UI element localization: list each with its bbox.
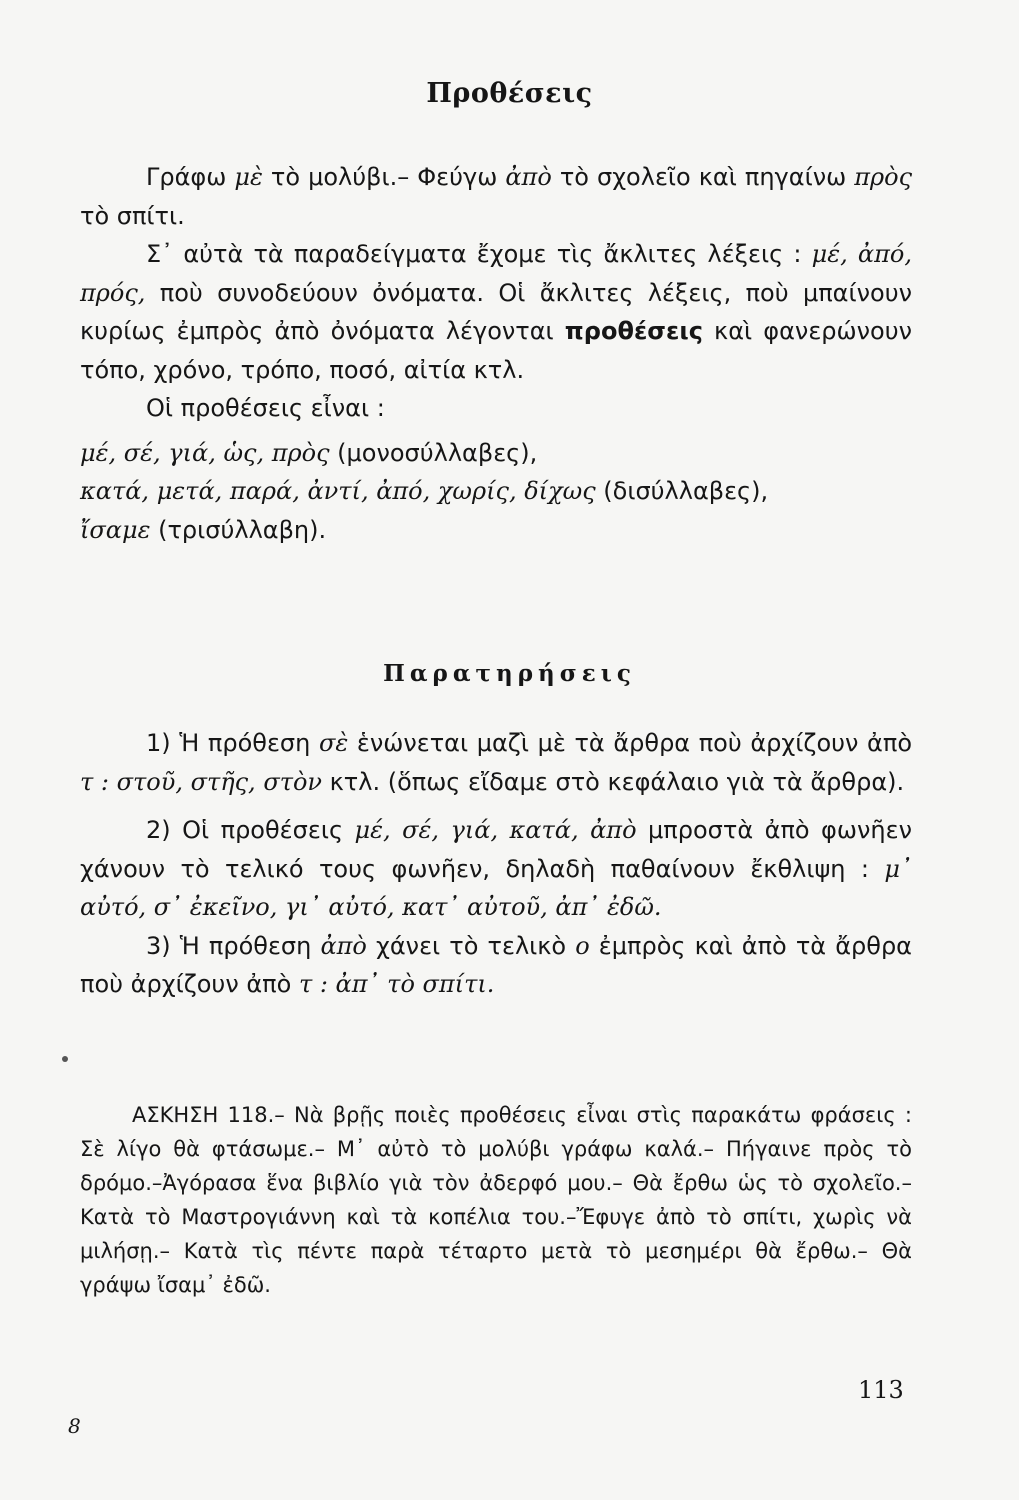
term-highlight: προθέσεις xyxy=(564,317,703,345)
text-run: κτλ. (ὅπως εἴδαμε στὸ κεφάλαιο γιὰ τὰ ἄρθρα). xyxy=(322,767,905,796)
text-run: καὶ φανερώνουν τόπο, χρόνο, τρόπο, ποσό, αἰτία κτλ. xyxy=(80,317,913,384)
text-run: ἐμπρὸς καὶ ἀπὸ τὰ ἄρθρα ποὺ ἀρχίζουν ἀπὸ xyxy=(80,931,913,998)
intro-paragraph-3: Οἱ προθέσεις εἶναι : xyxy=(146,394,385,422)
preposition-list: ἴσαμε xyxy=(80,515,151,544)
note-3 xyxy=(80,927,912,1004)
text-run: Γράφω xyxy=(146,163,235,191)
text-run: 2) Οἱ προθέσεις xyxy=(146,816,355,844)
list-trisyllabic xyxy=(80,511,912,550)
intro-paragraph-1 xyxy=(80,158,912,235)
preposition-example: μὲ xyxy=(234,163,263,191)
preposition-list: κατά, μετά, παρά, ἀντί, ἀπό, χωρίς, δίχως xyxy=(80,477,596,505)
list-disyllabic xyxy=(80,472,912,511)
text-run: χάνει τὸ τελικὸ xyxy=(366,931,576,960)
preposition-example: τ : ἀπ᾽ τὸ σπίτι. xyxy=(298,970,495,998)
preposition-example: ο xyxy=(575,931,590,960)
text-run: τὸ μολύβι.– Φεύγω xyxy=(262,163,506,191)
page-number: 113 xyxy=(858,1376,904,1404)
text-run: 3) Ἡ πρόθεση xyxy=(146,931,321,960)
preposition-example: μέ, σέ, γιά, κατά, ἀπὸ xyxy=(354,816,637,844)
text-run: ἑνώνεται μαζὶ μὲ τὰ ἄρθρα ποὺ ἀρχίζουν ἀπὸ xyxy=(348,729,912,757)
text-run: Σ᾽ αὐτὰ τὰ παραδείγματα ἔχομε τὶς ἄκλιτες λέξεις : xyxy=(146,240,812,268)
notes-section xyxy=(80,724,912,1004)
text-run: 1) Ἡ πρόθεση xyxy=(146,729,319,757)
note-2 xyxy=(80,811,912,927)
intro-section xyxy=(80,158,912,549)
preposition-list: μέ, σέ, γιά, ὡς, πρὸς xyxy=(80,438,330,467)
preposition-example: μέ, ἀπό, πρός, xyxy=(80,240,912,307)
signature-mark: 8 xyxy=(68,1414,81,1438)
preposition-example: πρὸς xyxy=(854,163,913,191)
text-run: (δισύλλαβες), xyxy=(595,477,769,505)
exercise-118: ΑΣΚΗΣΗ 118.– Νὰ βρῇς ποιὲς προθέσεις εἶναι στὶς παρακάτω φράσεις : Σὲ λίγο θὰ φτάσωμε.– Μ᾽ αὐτὸ τὸ μολύβι γράφω καλά.– Πήγαινε πρὸς τὸ δρόμο.–Ἀγόρασα ἕνα βιβλίο γιὰ τὸν ἀδερφό μου.– Θὰ ἔρθω ὡς τὸ σχολεῖο.– Κατὰ τὸ Μαστρογιάννη καὶ τὰ κοπέλια του.–Ἔφυγε ἀπὸ τὸ σπίτι, χωρὶς νὰ μιλήσῃ.– Κατὰ τὶς πέντε παρὰ τέταρτο μετὰ τὸ μεσημέρι θὰ ἔρθω.– Θὰ γράψω ἴσαμ᾽ ἐδῶ. xyxy=(80,1103,912,1297)
preposition-example: σὲ xyxy=(318,729,349,757)
section-subtitle: Παρατηρήσεις xyxy=(383,660,636,687)
text-run: ποὺ συνοδεύουν ὀνόματα. Οἱ ἄκλιτες λέξεις, ποὺ μπαίνουν κυρίως ἐμπρὸς ἀπὸ ὀνόματα λέγονται xyxy=(80,278,912,345)
list-monosyllabic xyxy=(80,434,912,473)
page-title: Προθέσεις xyxy=(426,78,593,109)
text-run: (τρισύλλαβη). xyxy=(150,515,327,544)
exercise-section xyxy=(80,1098,912,1302)
text-run: (μονοσύλλαβες), xyxy=(329,438,538,467)
preposition-example: τ : στοῦ, στῆς, στὸν xyxy=(80,767,323,796)
preposition-example: ἀπὸ xyxy=(505,163,552,191)
note-1 xyxy=(80,724,912,801)
preposition-example: ἀπὸ xyxy=(320,931,367,960)
text-run: τὸ σχολεῖο καὶ πηγαίνω xyxy=(551,163,855,191)
text-run: τὸ σπίτι. xyxy=(80,201,185,230)
text-run: μπροστὰ ἀπὸ φωνῆεν χάνουν τὸ τελικό τους φωνῆεν, δηλαδὴ παθαίνουν ἔκθλιψη : xyxy=(80,816,912,883)
intro-paragraph-2 xyxy=(80,235,912,389)
print-speck xyxy=(62,1056,68,1062)
preposition-example: μ᾽ αὐτό, σ᾽ ἐκεῖνο, γι᾽ αὐτό, κατ᾽ αὐτοῦ, ἀπ᾽ ἐδῶ. xyxy=(80,854,912,921)
